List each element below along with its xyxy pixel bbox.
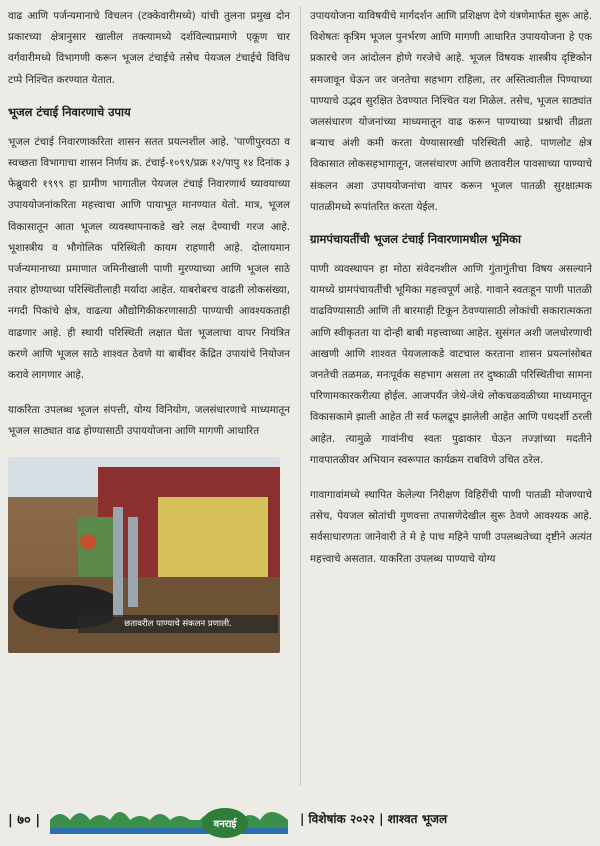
- footer-decorative-band: [50, 798, 288, 836]
- issue-title: | विशेषांक २०२२ | शाश्वत भूजल: [300, 812, 448, 826]
- remedies-paragraph: भूजल टंचाई निवारणाकरिता शासन सतत प्रयत्नशील आहे. 'पाणीपुरवठा व स्वच्छता विभागाचा शासन निर्णय क्र. टंचाई-१०९९/प्रक्र १२/पापु १४ दिनांक ३ फेब्रुवारी १९९९ हा ग्रामीण भागातील पेयजल टंचाई निवारणार्थ घ्यावयाच्या उपाययोजनांकरिता महत्त्वाचा आणि पायाभूत मानण्यात येतो. मात्र, भूजल विकासातून आता भूजल व्यवस्थापनाकडे खरे लक्ष देण्याची गरज आहे. भूशास्त्रीय व भौगोलिक परिस्थिती कायम राहणारी आहे. दोलायमान पर्जन्यमानाच्या प्रमाणात जमिनीखाली पाणी मुरण्याच्या आणि भूजल साठे तयार होण्याच्या परिस्थितीलाही मर्यादा आहेत. याबरोबरच वाढती लोकसंख्या, नगदी पिकांचे क्षेत्र, वाढत्या औद्योगिकीकरणासाठी पाण्याची आवश्यकताही वाढणार आहे. ही स्थायी परिस्थिती लक्षात घेता भूजलाचा वापर नियंत्रित करणे आणि भूजल साठे शाश्वत ठेवणे या बाबींवर केंद्रित उपायांचे नियोजन करावे लागणार आहे.: [8, 135, 290, 382]
- rainwater-harvesting-photo: [8, 457, 280, 653]
- landscape-band-icon: [50, 798, 288, 836]
- intro-paragraph: वाढ आणि पर्जन्यमानाचे विचलन (टक्केवारीमध्ये) यांची तुलना प्रमुख दोन प्रकारच्या क्षेत्रानुसार खालील तक्त्यामध्ये दर्शविल्याप्रमाणे एकूण चार वर्गवारीमध्ये विभागणी करून भूजल टंचाईचे तसेच पेयजल टंचाईचे विविध टप्पे निश्चित करण्यात येतात.: [8, 10, 290, 86]
- right-column: [310, 6, 592, 584]
- remedies-paragraph-2: याकरिता उपलब्ध भूजल संपत्ती, योग्य विनियोग, जलसंधारणाचे माध्यमातून भूजल साठ्यात वाढ होण्यासाठी उपाययोजना आणि मागणी आधारित: [8, 404, 290, 438]
- section-heading-grampanchayat: ग्रामपंचायतींची भूजल टंचाई निवारणामधील भूमिका: [310, 232, 521, 247]
- vanrai-logo: वनराई: [202, 808, 248, 838]
- page-footer: [0, 784, 600, 846]
- monitoring-paragraph: गावागावांमध्ये स्थापित केलेल्या निरीक्षण विहिरींची पाणी पातळी मोजण्याचे तसेच, पेयजल स्रोतांची गुणवत्ता तपासणेदेखील सुरू ठेवणे आवश्यक आहे. सर्वसाधारणतः जानेवारी ते मे हे पाच महिने पाणी उपलब्धतेच्या दृष्टीने अत्यंत महत्त्वाचे असतात. याकरिता उपलब्ध पाण्याचे योग्य: [310, 489, 592, 565]
- column-divider: [300, 6, 301, 786]
- section-heading-remedies: भूजल टंचाई निवारणाचे उपाय: [8, 104, 131, 119]
- photo-caption: छतावरील पाण्याचे संकलन प्रणाली.: [78, 615, 278, 633]
- grampanchayat-paragraph: पाणी व्यवस्थापन हा मोठा संवेदनशील आणि गुंतागुंतीचा विषय असल्याने यामध्ये ग्रामपंचायतींची भूमिका महत्त्वपूर्ण आहे. गावाने स्वतःहून पाणी पातळी वाढविण्यासाठी आणि ती बारमाही टिकून ठेवण्यासाठी लोकांची सकारात्मकता आणि स्वीकृतता या दोन्ही बाबी महत्त्वाच्या आहेत. सुसंगत अशी जलधोरणाची आखणी आणि शाश्वत पेयजलाकडे वाटचाल करताना शासन प्रयत्नांसोबत जनतेची तळमळ, मनःपूर्वक सहभाग असला तर दुष्काळी परिस्थितीचा सामना परिणामकारकरीत्या होईल. आजपर्यंत जेथे-जेथे लोकचळवळीच्या माध्यमातून विकासकामे झाली आहेत ती सर्व फलद्रूप झालेली आहेत आणि पथदर्शी ठरली आहेत. त्यामुळे गावांनीच स्वतः पुढाकार घेऊन तज्ज्ञांच्या मदतीने गावपातळीवर अभियान स्वरूपात कार्यक्रम राबविणे उचित ठरेल.: [310, 263, 592, 466]
- page-number: | ७० |: [8, 813, 41, 828]
- continuation-paragraph: उपाययोजना याविषयीचे मार्गदर्शन आणि प्रशिक्षण देणे यंत्रणेमार्फत सुरू आहे. विशेषतः कृत्रिम भूजल पुनर्भरण आणि मागणी आधारित उपाययोजना हे एक प्रकारचे जन आंदोलन होणे गरजेचे आहे. भूजल विषयक शास्त्रीय दृष्टिकोन समजावून घेऊन जर जनतेचा सहभाग राहिला, तर अस्तित्वातील पिण्याच्या पाण्याचे उद्भव सुरक्षित ठेवण्यात निश्चित यश मिळेल. तसेच, भूजल साठ्यांत जलसंधारण योजनांच्या माध्यमातून वाढ करून पाण्याच्या प्रश्नाची तीव्रता बऱ्याच अंशी कमी करता येण्यासारखी परिस्थिती आहे. पाणलोट क्षेत्र विकासात लोकसहभागातून, जलसंधारण आणि छतावरील पावसाच्या पाण्याचे संकलन अशा उपाययोजनांचा वापर करून भूजल पातळी सुरक्षात्मक पातळीमध्ये रूपांतरित करता येईल.: [310, 10, 592, 213]
- left-column: [8, 6, 290, 653]
